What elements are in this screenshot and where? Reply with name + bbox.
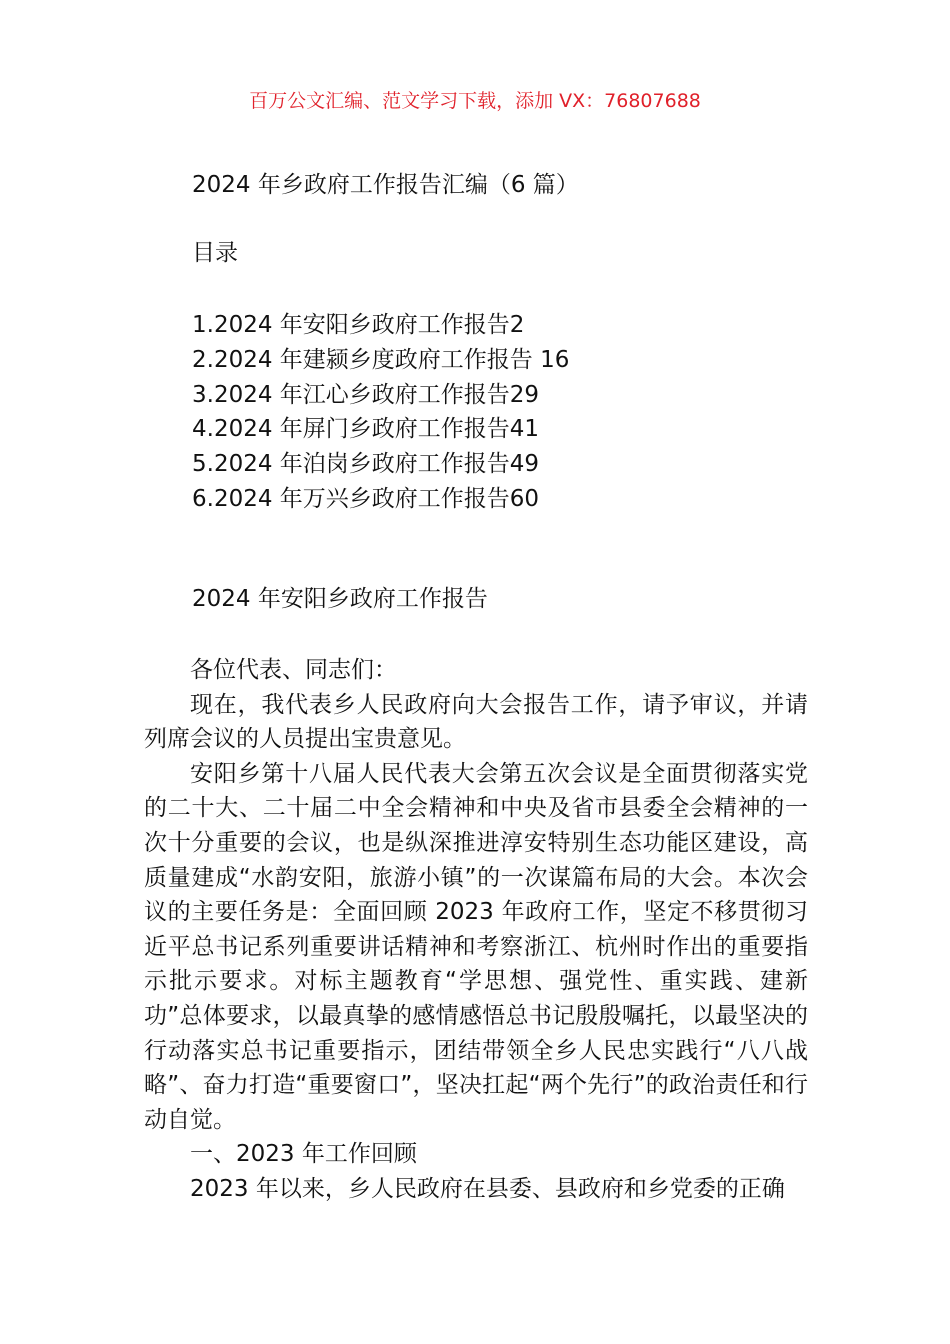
toc-item[interactable]: 1.2024 年安阳乡政府工作报告2 bbox=[192, 312, 525, 338]
table-of-contents bbox=[192, 308, 569, 517]
report-body bbox=[144, 653, 808, 1207]
toc-item[interactable]: 4.2024 年屏门乡政府工作报告41 bbox=[192, 416, 540, 443]
toc-item[interactable]: 3.2024 年江心乡政府工作报告29 bbox=[192, 381, 540, 408]
section-title: 2024 年安阳乡政府工作报告 bbox=[192, 586, 488, 612]
toc-heading: 目录 bbox=[192, 240, 238, 266]
toc-item[interactable]: 6.2024 年万兴乡政府工作报告60 bbox=[192, 485, 540, 512]
body-paragraph: 安阳乡第十八届人民代表大会第五次会议是全面贯彻落实党的二十大、二十届二中全会精神和中央及省市县委全会精神的一次十分重要的会议，也是纵深推进淳安特别生态功能区建设，高质量建成“水韵安阳，旅游小镇”的一次谋篇布局的大会。本次会议的主要任务是：全面回顾 2023 年政府工作，坚定不移贯彻习近平总书记系列重要讲话精神和考察浙江、杭州时作出的重要指示批示要求。对标主题教育“学思想、强党性、重实践、建新功”总体要求，以最真挚的感情感悟总书记殷殷嘱托，以最坚决的行动落实总书记重要指示，团结带领全乡人民忠实践行“八八战略”、奋力打造“重要窗口”，坚决扛起“两个先行”的政治责任和行动自觉。 bbox=[144, 760, 808, 1133]
body-paragraph: 2023 年以来，乡人民政府在县委、县政府和乡党委的正确 bbox=[190, 1175, 785, 1202]
document-title: 2024 年乡政府工作报告汇编（6 篇） bbox=[192, 172, 579, 198]
salutation-paragraph: 各位代表、同志们： bbox=[190, 657, 397, 683]
toc-item[interactable]: 2.2024 年建颍乡度政府工作报告 16 bbox=[192, 346, 570, 373]
watermark-header: 百万公文汇编、范文学习下载，添加 VX：76807688 bbox=[249, 90, 701, 112]
body-paragraph: 现在，我代表乡人民政府向大会报告工作，请予审议，并请列席会议的人员提出宝贵意见。 bbox=[144, 691, 808, 753]
subsection-heading: 一、2023 年工作回顾 bbox=[190, 1141, 417, 1168]
toc-item[interactable]: 5.2024 年泊岗乡政府工作报告49 bbox=[192, 451, 540, 478]
